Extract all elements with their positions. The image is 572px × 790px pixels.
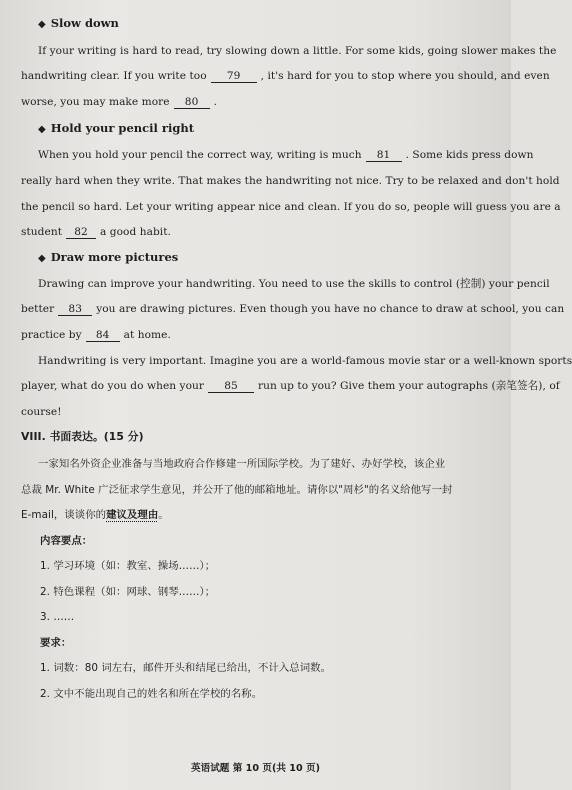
diamond-bullet-icon: ◆	[38, 19, 46, 30]
paragraph-line: student 82 a good habit.	[21, 226, 171, 238]
diamond-bullet-icon: ◆	[38, 253, 46, 264]
heading-draw-pictures: ◆ Draw more pictures	[38, 250, 179, 264]
blank-84[interactable]: 84	[86, 329, 120, 342]
task-paragraph: E-mail，谈谈你的建议及理由。	[21, 509, 169, 521]
paragraph-line: better 83 you are drawing pictures. Even though you have no chance to draw at school, you can	[21, 303, 565, 315]
paragraph-line: really hard when they write. That makes the handwriting not nice. Try to be relaxed and don't hold	[21, 175, 560, 187]
blank-79[interactable]: 79	[211, 70, 257, 83]
diamond-bullet-icon: ◆	[38, 124, 46, 135]
blank-80[interactable]: 80	[174, 96, 210, 109]
requirement-item: 2. 文中不能出现自己的姓名和所在学校的名称。	[40, 688, 263, 700]
paragraph-line: Handwriting is very important. Imagine you are a world-famous movie star or a well-known sports	[38, 355, 572, 367]
paragraph-line: practice by 84 at home.	[21, 329, 171, 341]
blank-83[interactable]: 83	[58, 303, 92, 316]
paragraph-line: handwriting clear. If you write too 79 , it's hard for you to stop where you should, and even	[21, 70, 550, 82]
paragraph-line: When you hold your pencil the correct way, writing is much 81 . Some kids press down	[38, 149, 534, 161]
page-footer: 英语试题 第 10 页(共 10 页)	[191, 763, 320, 774]
blank-85[interactable]: 85	[208, 380, 254, 393]
paragraph-line: If your writing is hard to read, try slowing down a little. For some kids, going slower makes the	[38, 45, 557, 57]
content-point: 2. 特色课程（如：网球、钢琴……）；	[40, 586, 216, 598]
requirement-item: 1. 词数：80 词左右，邮件开头和结尾已给出，不计入总词数。	[40, 662, 332, 674]
paragraph-line: course!	[21, 406, 62, 418]
content-points-title: 内容要点：	[40, 535, 93, 547]
content-point: 1. 学习环境（如：教室、操场……）；	[40, 560, 216, 572]
task-paragraph: 一家知名外资企业准备与当地政府合作修建一所国际学校。为了建好、办好学校，该企业	[38, 458, 446, 470]
emphasis-suggestions: 建议及理由	[106, 509, 159, 521]
content-point: 3. ……	[40, 611, 75, 623]
paragraph-line: player, what do you do when your 85 run up to you? Give them your autographs (亲笔签名), of	[21, 380, 560, 392]
paragraph-line: worse, you may make more 80 .	[21, 96, 218, 108]
task-paragraph: 总裁 Mr. White 广泛征求学生意见，并公开了他的邮箱地址。请你以"周杉"的名义给他写一封	[21, 484, 453, 496]
section-heading-writing: VIII. 书面表达。(15 分)	[21, 430, 144, 443]
paragraph-line: Drawing can improve your handwriting. You need to use the skills to control (控制) your pencil	[38, 278, 550, 290]
blank-82[interactable]: 82	[66, 226, 96, 239]
heading-hold-pencil: ◆ Hold your pencil right	[38, 121, 195, 135]
heading-slow-down: ◆ Slow down	[38, 16, 119, 30]
blank-81[interactable]: 81	[366, 149, 402, 162]
paragraph-line: the pencil so hard. Let your writing appear nice and clean. If you do so, people will guess you are a	[21, 201, 561, 213]
requirements-title: 要求：	[40, 637, 72, 649]
